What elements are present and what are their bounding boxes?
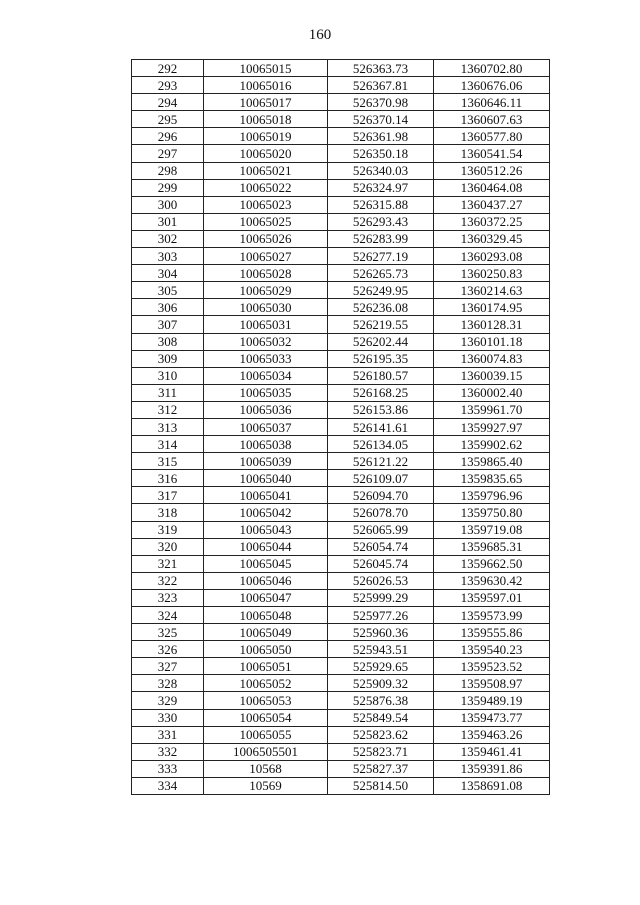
table-row: [132, 162, 550, 179]
table-row: [132, 196, 550, 213]
table-row: [132, 401, 550, 418]
table-row: [132, 760, 550, 777]
table-row: [132, 675, 550, 692]
x-coordinate-cell: 526293.43: [328, 213, 434, 230]
x-coordinate-cell: 526265.73: [328, 265, 434, 282]
x-coordinate-cell: 526134.05: [328, 436, 434, 453]
point-number-cell: 294: [132, 94, 204, 111]
table-row: [132, 453, 550, 470]
point-number-cell: 297: [132, 145, 204, 162]
point-id-cell: 10065051: [204, 658, 328, 675]
table-row: [132, 504, 550, 521]
point-id-cell: 10065047: [204, 589, 328, 606]
x-coordinate-cell: 525876.38: [328, 692, 434, 709]
x-coordinate-cell: 526277.19: [328, 248, 434, 265]
y-coordinate-cell: 1359927.97: [434, 418, 550, 435]
x-coordinate-cell: 526121.22: [328, 453, 434, 470]
x-coordinate-cell: 526054.74: [328, 538, 434, 555]
point-id-cell: 10065035: [204, 384, 328, 401]
y-coordinate-cell: 1359473.77: [434, 709, 550, 726]
point-id-cell: 10065023: [204, 196, 328, 213]
y-coordinate-cell: 1359463.26: [434, 726, 550, 743]
point-number-cell: 313: [132, 418, 204, 435]
y-coordinate-cell: 1359508.97: [434, 675, 550, 692]
point-id-cell: 1006505501: [204, 743, 328, 760]
x-coordinate-cell: 525943.51: [328, 641, 434, 658]
y-coordinate-cell: 1360214.63: [434, 282, 550, 299]
y-coordinate-cell: 1360128.31: [434, 316, 550, 333]
x-coordinate-cell: 526094.70: [328, 487, 434, 504]
point-id-cell: 10065030: [204, 299, 328, 316]
y-coordinate-cell: 1360039.15: [434, 367, 550, 384]
y-coordinate-cell: 1360607.63: [434, 111, 550, 128]
point-id-cell: 10569: [204, 777, 328, 794]
point-id-cell: 10065050: [204, 641, 328, 658]
point-id-cell: 10065033: [204, 350, 328, 367]
table-row: [132, 418, 550, 435]
table-row: [132, 641, 550, 658]
table-row: [132, 624, 550, 641]
x-coordinate-cell: 525827.37: [328, 760, 434, 777]
point-id-cell: 10065017: [204, 94, 328, 111]
point-number-cell: 328: [132, 675, 204, 692]
table-row: [132, 384, 550, 401]
point-number-cell: 319: [132, 521, 204, 538]
table-row: [132, 213, 550, 230]
point-id-cell: 10065032: [204, 333, 328, 350]
x-coordinate-cell: 526168.25: [328, 384, 434, 401]
point-number-cell: 306: [132, 299, 204, 316]
x-coordinate-cell: 526324.97: [328, 179, 434, 196]
point-id-cell: 10065049: [204, 624, 328, 641]
point-id-cell: 10065043: [204, 521, 328, 538]
point-id-cell: 10065055: [204, 726, 328, 743]
y-coordinate-cell: 1359523.52: [434, 658, 550, 675]
y-coordinate-cell: 1359540.23: [434, 641, 550, 658]
x-coordinate-cell: 526180.57: [328, 367, 434, 384]
y-coordinate-cell: 1360512.26: [434, 162, 550, 179]
table-row: [132, 248, 550, 265]
x-coordinate-cell: 526350.18: [328, 145, 434, 162]
point-number-cell: 309: [132, 350, 204, 367]
x-coordinate-cell: 526065.99: [328, 521, 434, 538]
point-number-cell: 292: [132, 60, 204, 77]
table-row: [132, 589, 550, 606]
table-row: [132, 265, 550, 282]
x-coordinate-cell: 526153.86: [328, 401, 434, 418]
table-row: [132, 743, 550, 760]
y-coordinate-cell: 1359391.86: [434, 760, 550, 777]
y-coordinate-cell: 1360329.45: [434, 230, 550, 247]
x-coordinate-cell: 525999.29: [328, 589, 434, 606]
table-row: [132, 77, 550, 94]
point-number-cell: 326: [132, 641, 204, 658]
point-id-cell: 10065034: [204, 367, 328, 384]
y-coordinate-cell: 1360250.83: [434, 265, 550, 282]
y-coordinate-cell: 1359685.31: [434, 538, 550, 555]
y-coordinate-cell: 1360464.08: [434, 179, 550, 196]
y-coordinate-cell: 1359796.96: [434, 487, 550, 504]
x-coordinate-cell: 525909.32: [328, 675, 434, 692]
table-row: [132, 538, 550, 555]
y-coordinate-cell: 1360646.11: [434, 94, 550, 111]
point-number-cell: 333: [132, 760, 204, 777]
point-number-cell: 305: [132, 282, 204, 299]
point-id-cell: 10065040: [204, 470, 328, 487]
table-row: [132, 179, 550, 196]
x-coordinate-cell: 525849.54: [328, 709, 434, 726]
table-row: [132, 367, 550, 384]
point-number-cell: 307: [132, 316, 204, 333]
x-coordinate-cell: 526283.99: [328, 230, 434, 247]
y-coordinate-cell: 1359555.86: [434, 624, 550, 641]
point-number-cell: 296: [132, 128, 204, 145]
x-coordinate-cell: 526361.98: [328, 128, 434, 145]
point-id-cell: 10065029: [204, 282, 328, 299]
point-id-cell: 10065016: [204, 77, 328, 94]
page-number: 160: [308, 27, 332, 43]
coordinates-table: [131, 59, 550, 795]
point-id-cell: 10065022: [204, 179, 328, 196]
point-number-cell: 331: [132, 726, 204, 743]
y-coordinate-cell: 1358691.08: [434, 777, 550, 794]
x-coordinate-cell: 526026.53: [328, 572, 434, 589]
point-id-cell: 10065026: [204, 230, 328, 247]
x-coordinate-cell: 526340.03: [328, 162, 434, 179]
x-coordinate-cell: 525823.71: [328, 743, 434, 760]
y-coordinate-cell: 1360293.08: [434, 248, 550, 265]
point-number-cell: 317: [132, 487, 204, 504]
point-number-cell: 302: [132, 230, 204, 247]
table-row: [132, 692, 550, 709]
point-number-cell: 315: [132, 453, 204, 470]
x-coordinate-cell: 526367.81: [328, 77, 434, 94]
point-id-cell: 10065019: [204, 128, 328, 145]
y-coordinate-cell: 1360372.25: [434, 213, 550, 230]
point-number-cell: 303: [132, 248, 204, 265]
x-coordinate-cell: 525929.65: [328, 658, 434, 675]
x-coordinate-cell: 525960.36: [328, 624, 434, 641]
table-row: [132, 726, 550, 743]
point-number-cell: 311: [132, 384, 204, 401]
x-coordinate-cell: 526202.44: [328, 333, 434, 350]
point-number-cell: 298: [132, 162, 204, 179]
x-coordinate-cell: 526141.61: [328, 418, 434, 435]
point-id-cell: 10065021: [204, 162, 328, 179]
point-id-cell: 10065054: [204, 709, 328, 726]
point-id-cell: 10065037: [204, 418, 328, 435]
point-number-cell: 312: [132, 401, 204, 418]
point-id-cell: 10065046: [204, 572, 328, 589]
point-id-cell: 10065025: [204, 213, 328, 230]
point-number-cell: 308: [132, 333, 204, 350]
x-coordinate-cell: 526315.88: [328, 196, 434, 213]
y-coordinate-cell: 1359573.99: [434, 607, 550, 624]
table-row: [132, 94, 550, 111]
y-coordinate-cell: 1360002.40: [434, 384, 550, 401]
point-number-cell: 316: [132, 470, 204, 487]
y-coordinate-cell: 1360174.95: [434, 299, 550, 316]
y-coordinate-cell: 1359750.80: [434, 504, 550, 521]
point-id-cell: 10065044: [204, 538, 328, 555]
point-id-cell: 10065015: [204, 60, 328, 77]
point-id-cell: 10065028: [204, 265, 328, 282]
y-coordinate-cell: 1359835.65: [434, 470, 550, 487]
x-coordinate-cell: 525977.26: [328, 607, 434, 624]
y-coordinate-cell: 1360074.83: [434, 350, 550, 367]
x-coordinate-cell: 526078.70: [328, 504, 434, 521]
x-coordinate-cell: 526045.74: [328, 555, 434, 572]
x-coordinate-cell: 526109.07: [328, 470, 434, 487]
point-id-cell: 10568: [204, 760, 328, 777]
table-row: [132, 607, 550, 624]
table-row: [132, 316, 550, 333]
table-row: [132, 333, 550, 350]
table-row: [132, 299, 550, 316]
point-number-cell: 314: [132, 436, 204, 453]
table-row: [132, 470, 550, 487]
y-coordinate-cell: 1359461.41: [434, 743, 550, 760]
x-coordinate-cell: 526370.98: [328, 94, 434, 111]
y-coordinate-cell: 1360676.06: [434, 77, 550, 94]
point-number-cell: 318: [132, 504, 204, 521]
point-number-cell: 327: [132, 658, 204, 675]
y-coordinate-cell: 1360437.27: [434, 196, 550, 213]
point-id-cell: 10065045: [204, 555, 328, 572]
point-id-cell: 10065036: [204, 401, 328, 418]
y-coordinate-cell: 1359961.70: [434, 401, 550, 418]
y-coordinate-cell: 1359719.08: [434, 521, 550, 538]
point-number-cell: 300: [132, 196, 204, 213]
point-id-cell: 10065048: [204, 607, 328, 624]
x-coordinate-cell: 526236.08: [328, 299, 434, 316]
y-coordinate-cell: 1359662.50: [434, 555, 550, 572]
point-id-cell: 10065018: [204, 111, 328, 128]
x-coordinate-cell: 526363.73: [328, 60, 434, 77]
table-row: [132, 145, 550, 162]
table-row: [132, 111, 550, 128]
point-number-cell: 332: [132, 743, 204, 760]
point-id-cell: 10065038: [204, 436, 328, 453]
point-id-cell: 10065039: [204, 453, 328, 470]
table-row: [132, 777, 550, 794]
point-number-cell: 322: [132, 572, 204, 589]
table-row: [132, 282, 550, 299]
x-coordinate-cell: 525823.62: [328, 726, 434, 743]
point-number-cell: 293: [132, 77, 204, 94]
point-number-cell: 304: [132, 265, 204, 282]
point-id-cell: 10065053: [204, 692, 328, 709]
point-id-cell: 10065052: [204, 675, 328, 692]
point-number-cell: 334: [132, 777, 204, 794]
table-row: [132, 60, 550, 77]
table-row: [132, 555, 550, 572]
y-coordinate-cell: 1360577.80: [434, 128, 550, 145]
point-id-cell: 10065042: [204, 504, 328, 521]
point-id-cell: 10065031: [204, 316, 328, 333]
y-coordinate-cell: 1359597.01: [434, 589, 550, 606]
point-id-cell: 10065041: [204, 487, 328, 504]
table-row: [132, 709, 550, 726]
y-coordinate-cell: 1359902.62: [434, 436, 550, 453]
point-number-cell: 325: [132, 624, 204, 641]
table-row: [132, 230, 550, 247]
x-coordinate-cell: 526219.55: [328, 316, 434, 333]
y-coordinate-cell: 1360101.18: [434, 333, 550, 350]
table-row: [132, 436, 550, 453]
table-row: [132, 487, 550, 504]
point-number-cell: 310: [132, 367, 204, 384]
x-coordinate-cell: 526249.95: [328, 282, 434, 299]
point-number-cell: 321: [132, 555, 204, 572]
point-number-cell: 301: [132, 213, 204, 230]
point-id-cell: 10065020: [204, 145, 328, 162]
point-number-cell: 323: [132, 589, 204, 606]
point-number-cell: 320: [132, 538, 204, 555]
table-row: [132, 658, 550, 675]
table-row: [132, 350, 550, 367]
x-coordinate-cell: 525814.50: [328, 777, 434, 794]
y-coordinate-cell: 1359630.42: [434, 572, 550, 589]
point-number-cell: 299: [132, 179, 204, 196]
x-coordinate-cell: 526195.35: [328, 350, 434, 367]
y-coordinate-cell: 1359489.19: [434, 692, 550, 709]
table-row: [132, 128, 550, 145]
x-coordinate-cell: 526370.14: [328, 111, 434, 128]
point-number-cell: 324: [132, 607, 204, 624]
y-coordinate-cell: 1360541.54: [434, 145, 550, 162]
coordinates-table-body: [132, 60, 550, 795]
point-id-cell: 10065027: [204, 248, 328, 265]
point-number-cell: 329: [132, 692, 204, 709]
y-coordinate-cell: 1360702.80: [434, 60, 550, 77]
table-row: [132, 572, 550, 589]
point-number-cell: 295: [132, 111, 204, 128]
y-coordinate-cell: 1359865.40: [434, 453, 550, 470]
point-number-cell: 330: [132, 709, 204, 726]
table-row: [132, 521, 550, 538]
